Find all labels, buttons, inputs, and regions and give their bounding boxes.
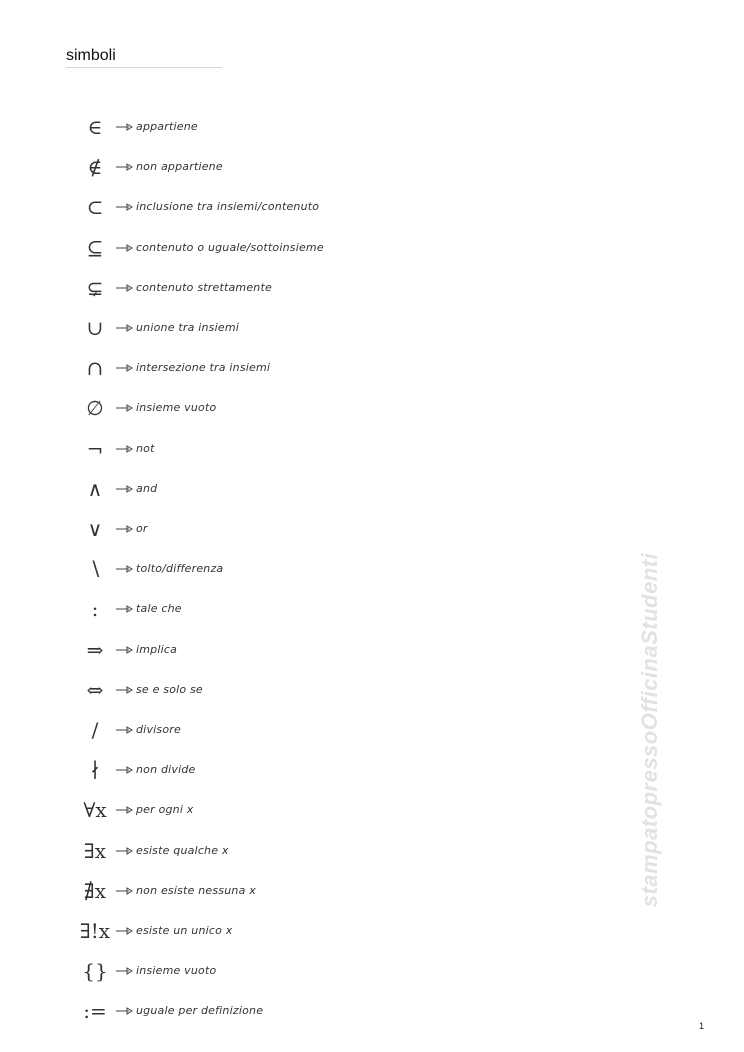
- math-symbol: ¬: [86, 437, 104, 461]
- symbol-row: [0, 836, 420, 866]
- symbol-row: [0, 313, 420, 343]
- symbol-description: divisore: [136, 723, 181, 736]
- arrow-right-icon: [114, 876, 136, 906]
- symbol-row: [0, 795, 420, 825]
- title-underline: [66, 67, 222, 68]
- arrow-right-icon: [114, 233, 136, 263]
- arrow-right-icon: [114, 755, 136, 785]
- arrow-right-icon: [114, 916, 136, 946]
- symbol-row: [0, 715, 420, 745]
- symbol-description: se e solo se: [136, 683, 203, 696]
- symbol-description: or: [136, 522, 148, 535]
- symbol-row: [0, 554, 420, 584]
- page-number: 1: [699, 1021, 705, 1031]
- symbol-description: per ogni x: [136, 803, 194, 816]
- math-symbol: ∧: [87, 477, 103, 501]
- symbol-row: [0, 876, 420, 906]
- page-title: simboli: [66, 47, 116, 64]
- symbol-row: [0, 474, 420, 504]
- math-symbol: ⊂: [86, 195, 104, 219]
- arrow-right-icon: [114, 273, 136, 303]
- arrow-right-icon: [114, 836, 136, 866]
- arrow-right-icon: [114, 554, 136, 584]
- symbol-description: and: [136, 482, 158, 495]
- symbol-description: not: [136, 442, 155, 455]
- symbol-row: [0, 152, 420, 182]
- symbol-row: [0, 353, 420, 383]
- symbol-description: contenuto o uguale/sottoinsieme: [136, 241, 324, 254]
- arrow-right-icon: [114, 112, 136, 142]
- arrow-right-icon: [114, 434, 136, 464]
- arrow-right-icon: [114, 956, 136, 986]
- math-symbol: ∄x: [83, 879, 107, 903]
- math-symbol: ⇒: [86, 638, 104, 662]
- arrow-right-icon: [114, 152, 136, 182]
- arrow-right-icon: [114, 795, 136, 825]
- arrow-right-icon: [114, 594, 136, 624]
- symbol-description: tolto/differenza: [136, 562, 224, 575]
- math-symbol: ∅: [86, 396, 104, 420]
- arrow-right-icon: [114, 192, 136, 222]
- math-symbol: ⊊: [86, 276, 104, 300]
- math-symbol: ∩: [86, 356, 104, 380]
- watermark: stampatopressoOfficinaStudenti: [637, 552, 662, 908]
- symbol-row: [0, 514, 420, 544]
- arrow-right-icon: [114, 635, 136, 665]
- arrow-right-icon: [114, 474, 136, 504]
- symbol-description: implica: [136, 643, 178, 656]
- arrow-right-icon: [114, 353, 136, 383]
- symbol-row: [0, 233, 420, 263]
- math-symbol: /: [91, 718, 99, 742]
- math-symbol: ∃!x: [79, 919, 111, 943]
- symbol-row: [0, 594, 420, 624]
- math-symbol: ⊆: [86, 236, 104, 260]
- symbol-description: intersezione tra insiemi: [136, 361, 271, 374]
- symbol-description: contenuto strettamente: [136, 281, 272, 294]
- symbol-row: [0, 755, 420, 785]
- arrow-right-icon: [114, 715, 136, 745]
- symbol-row: [0, 112, 420, 142]
- math-symbol: ∖: [88, 557, 102, 581]
- symbol-description: unione tra insiemi: [136, 321, 239, 334]
- math-symbol: ⇔: [86, 678, 104, 702]
- symbol-row: [0, 393, 420, 423]
- symbol-row: [0, 273, 420, 303]
- symbol-row: [0, 675, 420, 705]
- math-symbol: ∈: [87, 115, 103, 139]
- symbol-row: [0, 192, 420, 222]
- symbol-description: insieme vuoto: [136, 964, 217, 977]
- symbol-description: uguale per definizione: [136, 1004, 264, 1017]
- arrow-right-icon: [114, 393, 136, 423]
- symbol-description: non esiste nessuna x: [136, 884, 256, 897]
- math-symbol: ∨: [87, 517, 103, 541]
- math-symbol: {}: [82, 959, 108, 983]
- symbol-row: [0, 916, 420, 946]
- symbol-description: inclusione tra insiemi/contenuto: [136, 200, 320, 213]
- math-symbol: ∀x: [83, 798, 107, 822]
- symbol-description: esiste qualche x: [136, 844, 229, 857]
- symbol-description: insieme vuoto: [136, 401, 217, 414]
- arrow-right-icon: [114, 514, 136, 544]
- math-symbol: :: [91, 597, 99, 621]
- symbol-row: [0, 956, 420, 986]
- symbol-row: [0, 635, 420, 665]
- math-symbol: :=: [83, 999, 107, 1023]
- arrow-right-icon: [114, 313, 136, 343]
- symbol-description: appartiene: [136, 120, 198, 133]
- symbol-description: non appartiene: [136, 160, 223, 173]
- math-symbol: ∉: [87, 155, 103, 179]
- symbol-row: [0, 434, 420, 464]
- symbol-description: tale che: [136, 602, 182, 615]
- math-symbol: ∃x: [83, 839, 107, 863]
- arrow-right-icon: [114, 996, 136, 1026]
- symbol-row: [0, 996, 420, 1026]
- symbol-description: esiste un unico x: [136, 924, 233, 937]
- math-symbol: ∪: [86, 316, 104, 340]
- math-symbol: ∤: [90, 758, 100, 782]
- arrow-right-icon: [114, 675, 136, 705]
- symbol-description: non divide: [136, 763, 196, 776]
